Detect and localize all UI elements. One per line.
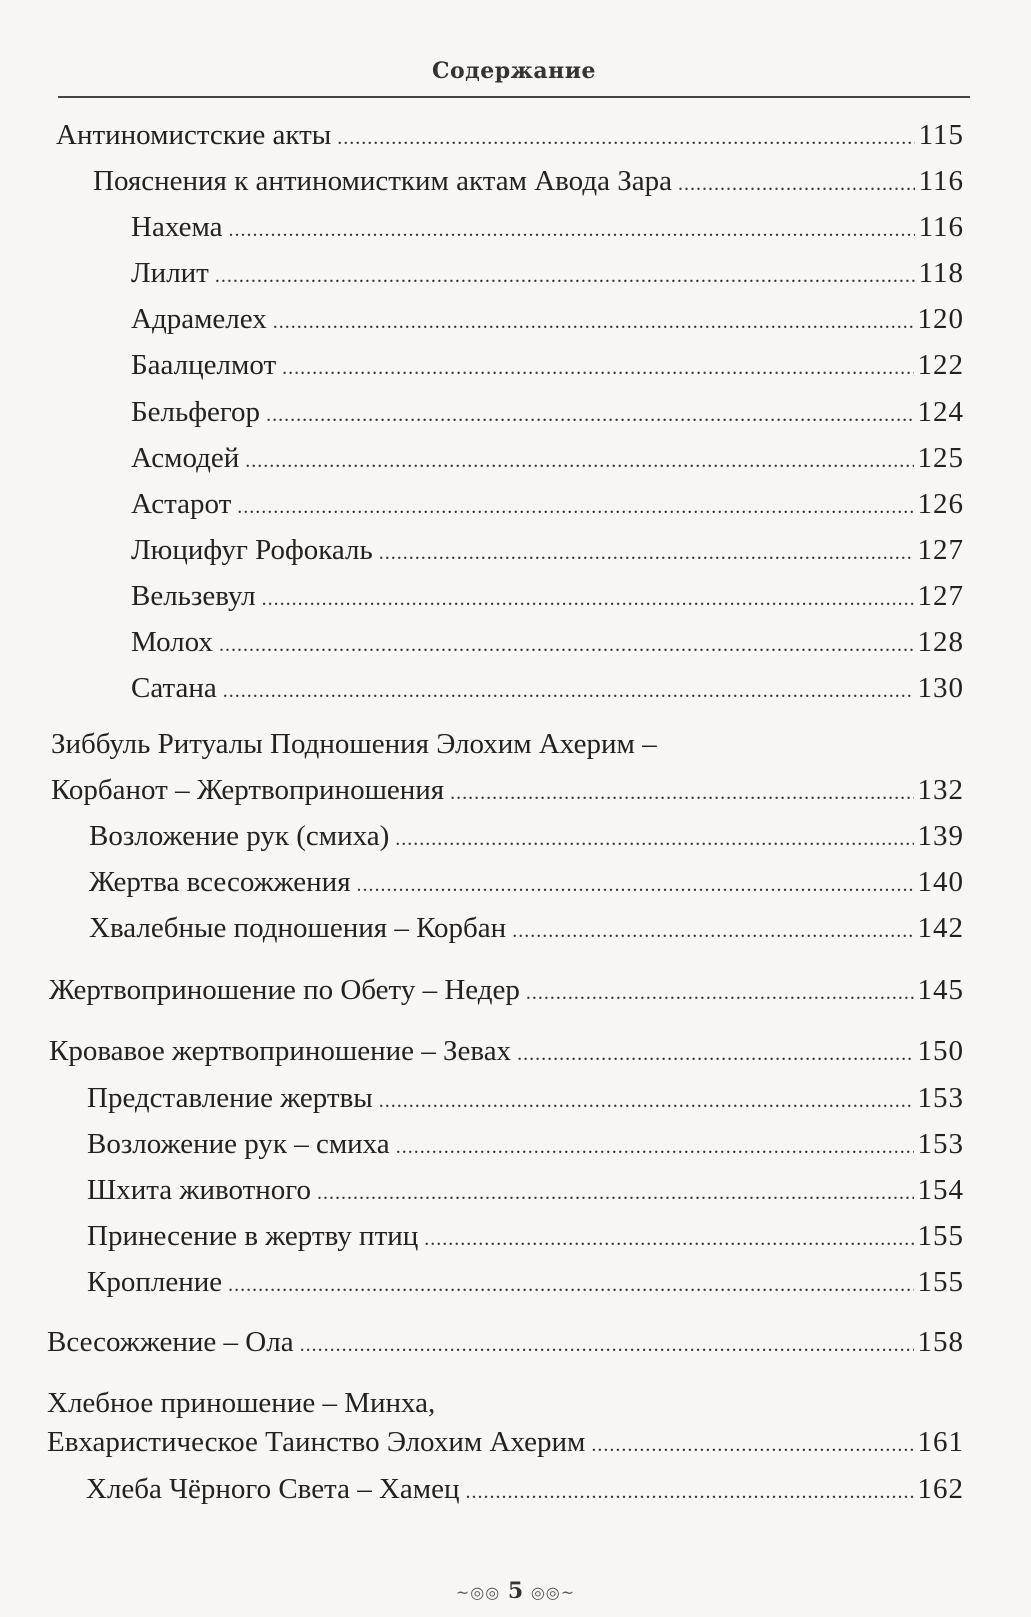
toc-entry[interactable] — [87, 1265, 964, 1302]
toc-entry-page: 128 — [917, 626, 964, 658]
toc-leader-dots — [282, 351, 913, 385]
toc-entry-title: Нахема — [131, 211, 223, 243]
toc-leader-dots — [396, 1130, 914, 1164]
toc-leader-dots — [379, 1084, 914, 1118]
toc-leader-dots — [337, 121, 914, 155]
toc-entry-title: Жертва всесожжения — [89, 866, 351, 898]
toc-entry[interactable] — [131, 395, 964, 432]
toc-leader-dots — [591, 1428, 913, 1462]
toc-leader-dots — [219, 628, 914, 662]
toc-entry[interactable] — [47, 1325, 964, 1362]
toc-leader-dots — [466, 1475, 914, 1509]
toc-entry-title: Евхаристическое Таинство Элохим Ахерим — [47, 1426, 586, 1458]
toc-entry-title: Возложение рук – смиха — [87, 1128, 390, 1160]
toc-entry[interactable] — [93, 164, 964, 201]
toc-entry-title: Баалцелмот — [131, 349, 277, 381]
toc-entry-title: Корбанот – Жертвоприношения — [51, 774, 445, 806]
toc-entry-page: 155 — [917, 1266, 964, 1298]
toc-entry[interactable] — [131, 487, 964, 524]
toc-entry[interactable] — [131, 625, 964, 662]
toc-leader-dots — [237, 490, 913, 524]
toc-entry[interactable] — [131, 210, 964, 247]
toc-entry-title: Антиномистские акты — [56, 119, 332, 151]
toc-entry-page: 116 — [918, 211, 964, 243]
toc-entry[interactable] — [49, 1034, 964, 1071]
toc-entry-page: 118 — [918, 257, 964, 289]
toc-entry[interactable] — [131, 533, 964, 570]
toc-entry-page: 130 — [917, 672, 964, 704]
toc-entry-title: Бельфегор — [131, 396, 261, 428]
toc-entry[interactable] — [49, 973, 964, 1010]
toc-entry-page: 155 — [917, 1220, 964, 1252]
toc-entry[interactable] — [131, 671, 964, 708]
toc-entry-title: Адрамелех — [131, 303, 267, 335]
toc-entry-page: 120 — [917, 303, 964, 335]
toc-leader-dots — [223, 674, 914, 708]
toc-leader-dots — [317, 1176, 914, 1210]
toc-leader-dots — [262, 582, 914, 616]
toc-entry[interactable] — [131, 256, 964, 293]
toc-leader-dots — [526, 976, 914, 1010]
toc-entry-title: Люцифуг Рофокаль — [131, 534, 373, 566]
toc-entry-title: Представление жертвы — [87, 1082, 373, 1114]
toc-entry-title: Сатана — [131, 672, 217, 704]
toc-entry-page: 116 — [918, 165, 964, 197]
page-footer — [0, 1578, 1031, 1604]
toc-entry[interactable] — [56, 118, 964, 155]
toc-entry-page: 125 — [917, 442, 964, 474]
toc-entry-title: Пояснения к антиномистким актам Авода Зара — [93, 165, 672, 197]
toc-entry-title: Принесение в жертву птиц — [87, 1220, 419, 1252]
toc-leader-dots — [266, 398, 913, 432]
toc-entry[interactable] — [131, 302, 964, 339]
page-number: 5 — [507, 1578, 524, 1604]
toc-leader-dots — [424, 1222, 913, 1256]
toc-entry-page: 124 — [917, 396, 964, 428]
toc-leader-dots — [395, 822, 913, 856]
toc-entry-page: 127 — [917, 580, 964, 612]
toc-entry-page: 150 — [917, 1035, 964, 1067]
toc-entry-title: Молох — [131, 626, 213, 658]
toc-entry-title: Возложение рук (смиха) — [89, 820, 390, 852]
toc-leader-dots — [215, 259, 915, 293]
toc-leader-dots — [228, 1268, 913, 1302]
toc-leader-dots — [379, 536, 914, 570]
toc-entry-page: 162 — [917, 1473, 964, 1505]
toc-entry-page: 153 — [917, 1082, 964, 1114]
toc-entry-page: 132 — [917, 774, 964, 806]
toc-entry[interactable] — [131, 441, 964, 478]
toc-entry-title: Асмодей — [131, 442, 240, 474]
toc-entry-page: 127 — [917, 534, 964, 566]
toc-entry[interactable] — [87, 1081, 964, 1118]
ornament-left-icon: ~◎◎ — [455, 1583, 501, 1602]
toc-entry[interactable] — [89, 819, 964, 856]
toc-entry-page: 161 — [917, 1426, 964, 1458]
toc-entry[interactable] — [131, 579, 964, 616]
toc-entry-title: Кровавое жертвоприношение – Зевах — [49, 1035, 512, 1067]
toc-entry-title: Жертвоприношение по Обету – Недер — [49, 974, 520, 1006]
toc-leader-dots — [245, 444, 913, 478]
toc-entry-title: Хлеба Чёрного Света – Хамец — [86, 1473, 460, 1505]
toc-entry-title: Лилит — [131, 257, 209, 289]
toc-entry[interactable] — [86, 1472, 964, 1509]
toc-entry-title-line1: Хлебное приношение – Минха, — [47, 1387, 436, 1419]
toc-entry-title: Вельзевул — [131, 580, 256, 612]
toc-entry[interactable] — [51, 773, 964, 810]
toc-entry-title: Всесожжение – Ола — [47, 1326, 294, 1358]
toc-entry[interactable] — [89, 865, 964, 902]
toc-entry-page: 140 — [917, 866, 964, 898]
toc-entry-page: 154 — [917, 1174, 964, 1206]
toc-entry-title: Шхита животного — [87, 1174, 311, 1206]
toc-leader-dots — [512, 914, 913, 948]
toc-entry-page: 142 — [917, 912, 964, 944]
toc-entry-page: 158 — [917, 1326, 964, 1358]
toc-leader-dots — [450, 776, 913, 810]
toc-leader-dots — [678, 167, 915, 201]
toc-leader-dots — [229, 213, 915, 247]
toc-entry[interactable] — [87, 1219, 964, 1256]
toc-leader-dots — [357, 868, 914, 902]
toc-entry-title-line1: Зиббуль Ритуалы Подношения Элохим Ахерим – — [51, 728, 657, 760]
toc-entry-title: Хвалебные подношения – Корбан — [89, 912, 507, 944]
toc-entry[interactable] — [89, 911, 964, 948]
toc-leader-dots — [517, 1037, 913, 1071]
toc-entry-page: 122 — [917, 349, 964, 381]
toc-leader-dots — [273, 305, 914, 339]
toc-leader-dots — [300, 1328, 914, 1362]
toc-entry-page: 115 — [918, 119, 964, 151]
toc-entry-page: 153 — [917, 1128, 964, 1160]
ornament-right-icon: ◎◎~ — [530, 1583, 576, 1602]
page-header-title: Содержание — [431, 58, 597, 84]
toc-entry-title: Астарот — [131, 488, 232, 520]
toc-entry-page: 139 — [917, 820, 964, 852]
toc-entry[interactable] — [87, 1173, 964, 1210]
toc-entry[interactable] — [131, 348, 964, 385]
toc-entry-page: 145 — [917, 974, 964, 1006]
toc-entry[interactable] — [47, 1425, 964, 1462]
toc-entry[interactable] — [87, 1127, 964, 1164]
toc-entry-title: Кропление — [87, 1266, 223, 1298]
toc-entry-page: 126 — [917, 488, 964, 520]
